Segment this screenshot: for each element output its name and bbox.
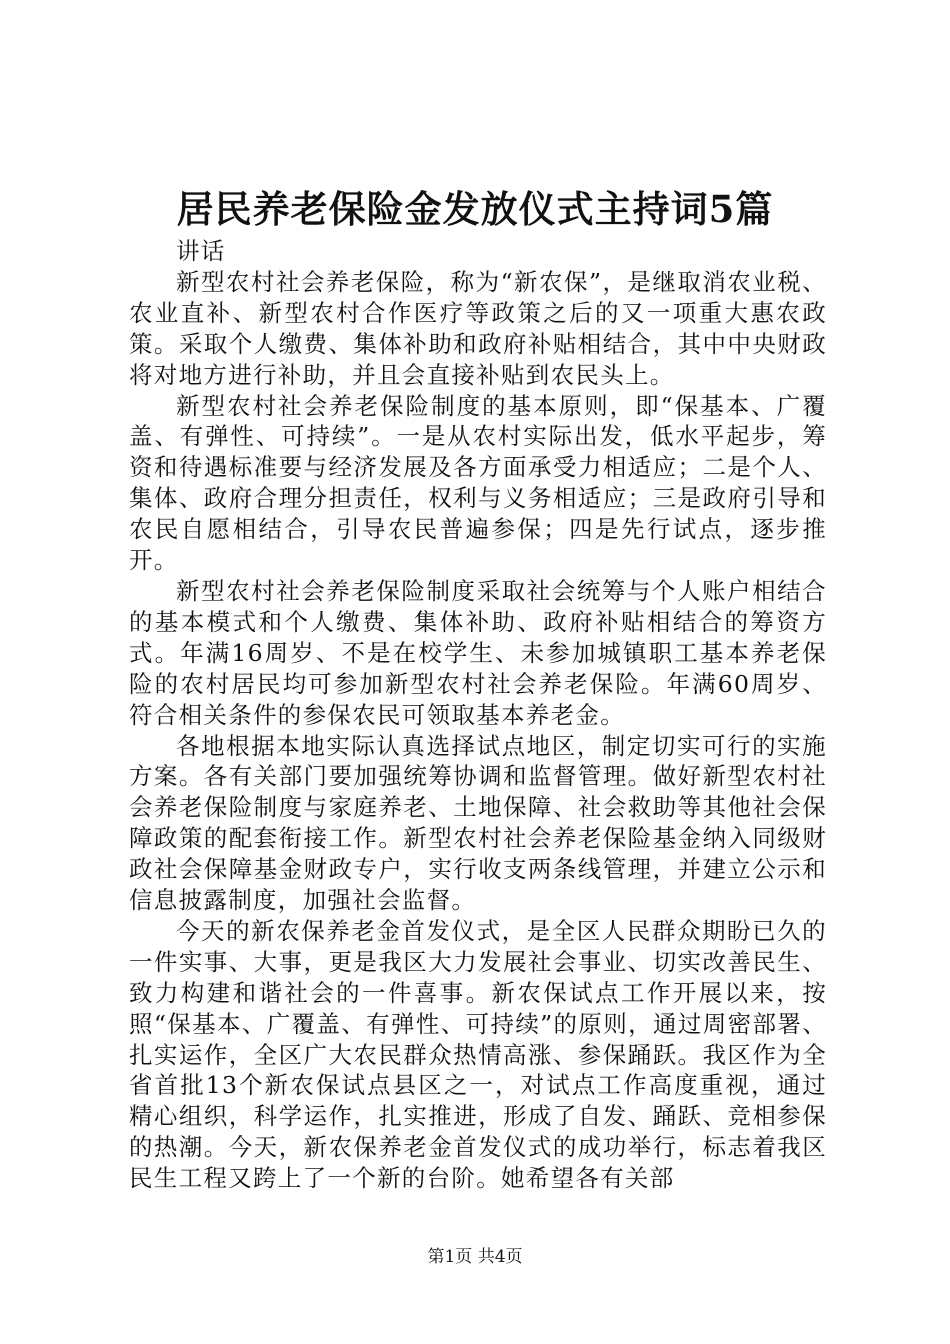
- page-footer: 第1页 共4页: [427, 1247, 523, 1267]
- paragraph: 新型农村社会养老保险制度采取社会统筹与个人账户相结合的基本模式和个人缴费、集体补助、政府补贴相结合的筹资方式。年满16周岁、不是在校学生、未参加城镇职工基本养老保险的农村居民均可参加新型农村社会养老保险。年满60周岁、符合相关条件的参保农民可领取基本养老金。: [129, 576, 827, 729]
- document-body: [129, 236, 827, 1194]
- document-title: 居民养老保险金发放仪式主持词5篇: [176, 187, 774, 231]
- paragraph: 新型农村社会养老保险制度的基本原则，即“保基本、广覆盖、有弹性、可持续”。一是从农村实际出发，低水平起步，筹资和待遇标准要与经济发展及各方面承受力相适应；二是个人、集体、政府合理分担责任，权利与义务相适应；三是政府引导和农民自愿相结合，引导农民普遍参保；四是先行试点，逐步推开。: [129, 391, 827, 575]
- paragraph: 今天的新农保养老金首发仪式，是全区人民群众期盼已久的一件实事、大事，更是我区大力发展社会事业、切实改善民生、致力构建和谐社会的一件喜事。新农保试点工作开展以来，按照“保基本、广覆盖、有弹性、可持续”的原则，通过周密部署、扎实运作，全区广大农民群众热情高涨、参保踊跃。我区作为全省首批13个新农保试点县区之一，对试点工作高度重视，通过精心组织，科学运作，扎实推进，形成了自发、踊跃、竞相参保的热潮。今天，新农保养老金首发仪式的成功举行，标志着我区民生工程又跨上了一个新的台阶。她希望各有关部: [129, 916, 827, 1193]
- paragraph: 各地根据本地实际认真选择试点地区，制定切实可行的实施方案。各有关部门要加强统筹协调和监督管理。做好新型农村社会养老保险制度与家庭养老、土地保障、社会救助等其他社会保障政策的配套衔接工作。新型农村社会养老保险基金纳入同级财政社会保障基金财政专户，实行收支两条线管理，并建立公示和信息披露制度，加强社会监督。: [129, 731, 827, 915]
- paragraph: 新型农村社会养老保险，称为“新农保”，是继取消农业税、农业直补、新型农村合作医疗等政策之后的又一项重大惠农政策。采取个人缴费、集体补助和政府补贴相结合，其中中央财政将对地方进行补助，并且会直接补贴到农民头上。: [129, 267, 827, 389]
- paragraph-heading: 讲话: [176, 237, 226, 265]
